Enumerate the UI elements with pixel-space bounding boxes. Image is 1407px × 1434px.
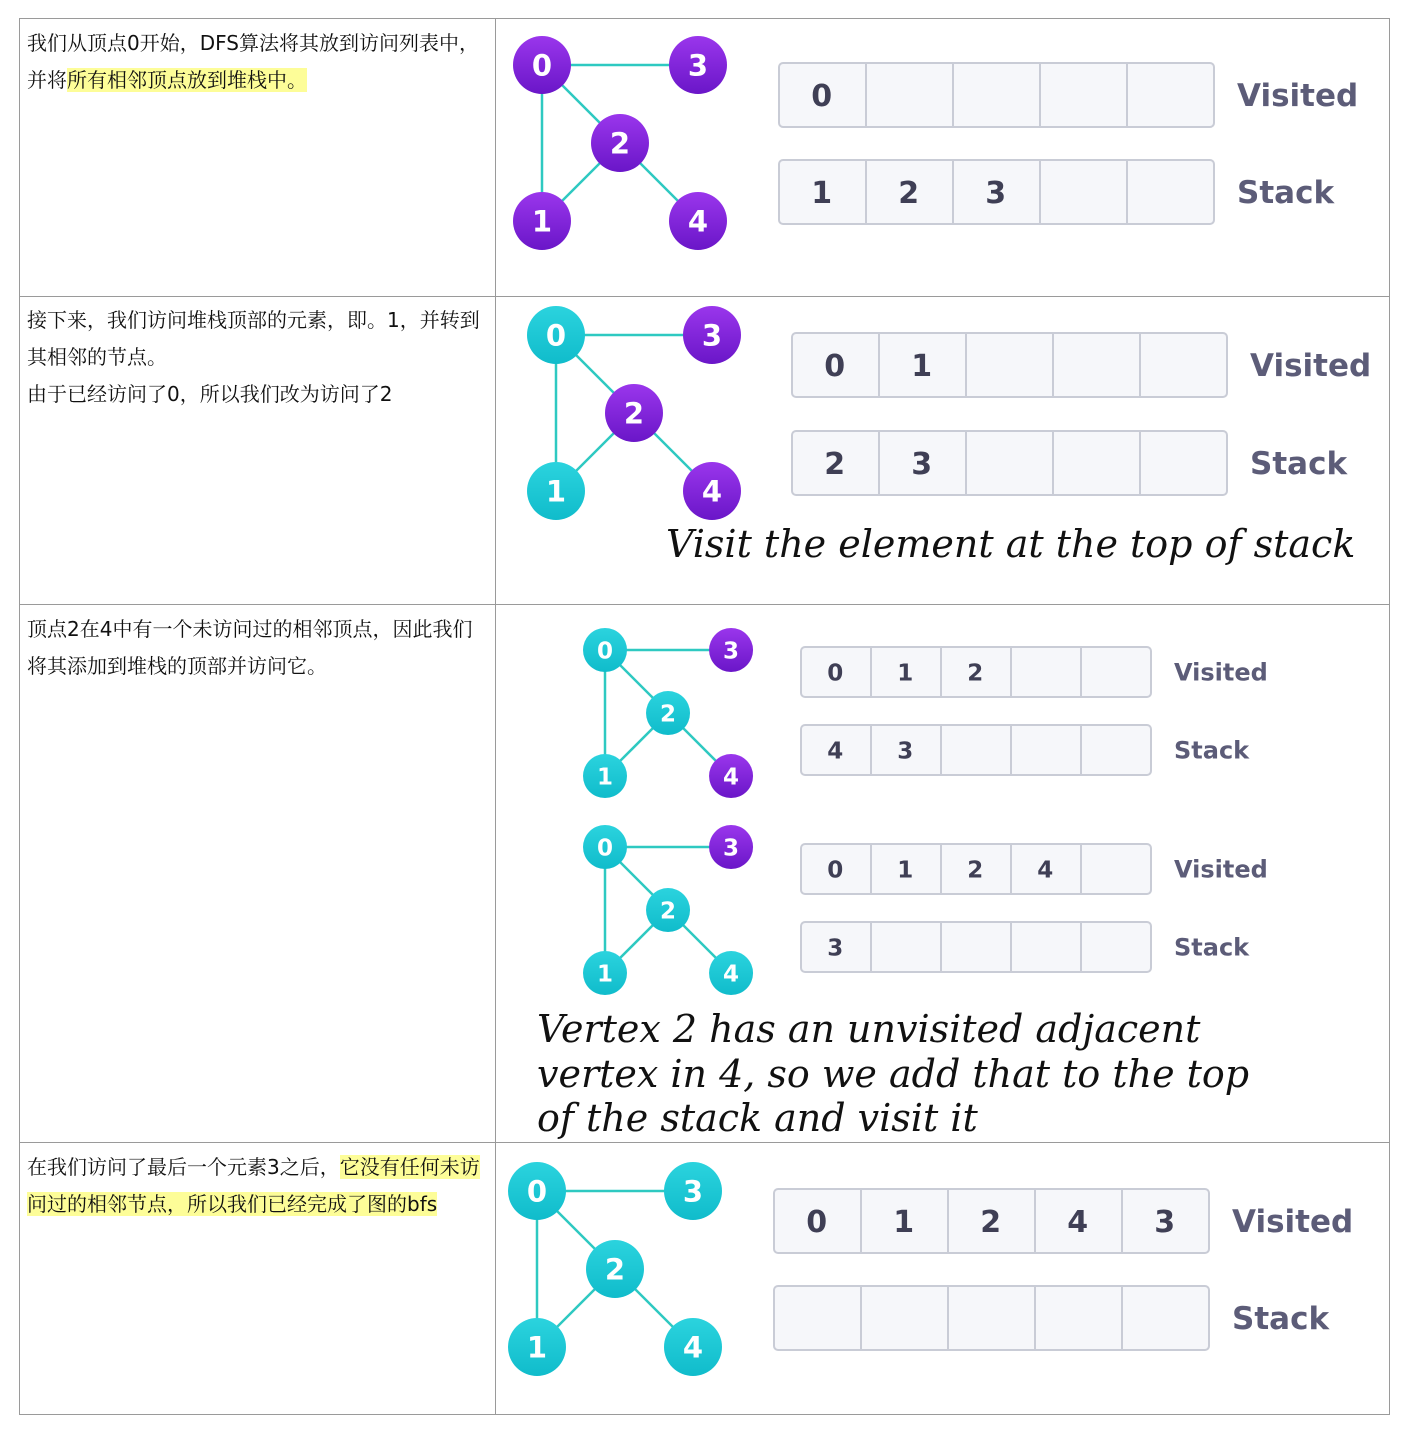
step-1-graph [513,36,727,250]
row-divider-2 [20,604,1389,605]
step-3-frame-1-stack-row-label: Stack [1174,736,1250,765]
step-4-visited-row-cell-value: 0 [806,1204,828,1240]
step-2-stack-row-box [792,431,1227,495]
step-2-stack-row-label: Stack [1250,446,1348,483]
step-1-visited-row-cell-value: 0 [811,78,833,114]
step-1-highlight-text: 所有相邻顶点放到堆栈中。 [67,68,307,92]
step-4-stack-row [774,1286,1330,1350]
step-1-stack-row-cell-value: 3 [985,175,1007,211]
step-3-frame-1-visited-row-cell-value: 2 [967,660,984,687]
step-2-visited-row-label: Visited [1250,348,1372,385]
step-2-illustration [503,301,1387,573]
graph-node-label-2: 2 [623,396,645,431]
step-2-visited-row [792,333,1371,397]
step-3-frame-2-stack-row-box [801,922,1151,972]
graph-node-label-0: 0 [596,835,614,862]
step-3-frame-1-visited-row-cell-value: 1 [897,660,914,687]
step-3-frame-2-visited-row-cell-value: 0 [827,857,844,884]
step-3-frame-1-stack-row [801,725,1250,775]
graph-node-label-2: 2 [609,126,631,161]
graph-node-label-0: 0 [531,48,553,83]
step-4-visited-row-cell-value: 1 [893,1204,915,1240]
graph-node-label-2: 2 [604,1252,626,1287]
graph-node-label-4: 4 [687,204,709,239]
graph-node-label-1: 1 [531,204,553,239]
step-3-caption-line-1: Vertex 2 has an unvisited adjacent [537,1007,1201,1051]
step-2-visited-row-cell-value: 1 [911,348,933,384]
step-2-graph [527,306,741,520]
graph-node-label-0: 0 [526,1174,548,1209]
dfs-steps-table [19,18,1390,1415]
step-2-visited-row-cell-value: 0 [824,348,846,384]
step-3-illustration [503,610,1296,1140]
step-4-graph [508,1162,722,1376]
step-3-frame-1-stack-row-cell-value: 4 [827,738,844,765]
step-4-visited-row-cell-value: 2 [980,1204,1002,1240]
graph-node-label-3: 3 [723,835,740,862]
step-4-highlight-text: 它没有任何未访问过的相邻节点，所以我们已经完成了图的bfs [27,1155,480,1216]
step-4-illustration [503,1148,1354,1383]
step-1-visited-row [779,63,1358,127]
step-1-stack-row-label: Stack [1237,175,1335,212]
step-2-diagram [503,301,1387,573]
graph-node-label-4: 4 [682,1330,704,1365]
step-3-caption-line-3: of the stack and visit it [537,1096,978,1140]
step-4-visited-row [774,1189,1353,1253]
step-3-description [27,611,489,685]
graph-node-label-4: 4 [723,764,740,791]
step-3-frame-1-visited-row-label: Visited [1174,658,1268,687]
step-3-frame-2-graph [583,825,753,995]
step-3-frame-2-visited-row-label: Visited [1174,855,1268,884]
column-divider [495,19,496,1414]
step-2-text-line-1: 接下来，我们访问堆栈顶部的元素，即。1，并转到其相邻的节点。 [27,308,480,369]
step-1-stack-row-cell-value: 2 [898,175,920,211]
graph-node-label-3: 3 [701,318,723,353]
step-3-frame-1-stack-row-box [801,725,1151,775]
step-1-stack-row-cell-value: 1 [811,175,833,211]
step-2-text-line-2: 由于已经访问了0，所以我们改为访问了2 [27,382,393,406]
graph-node-label-1: 1 [596,764,614,791]
step-1-text: 我们从顶点0开始，DFS算法将其放到访问列表中，并将 [27,31,479,92]
graph-node-label-2: 2 [660,898,677,925]
step-4-visited-row-cell-value: 3 [1154,1204,1176,1240]
step-2-stack-row-cell-value: 2 [824,446,846,482]
step-2-stack-row-cell-value: 3 [911,446,933,482]
step-3-frame-1-visited-row-cell-value: 0 [827,660,844,687]
step-2-stack-row [792,431,1348,495]
graph-node-label-1: 1 [596,961,614,988]
step-3-frame-2-stack-row-label: Stack [1174,933,1250,962]
graph-node-label-1: 1 [545,474,567,509]
graph-node-label-3: 3 [687,48,709,83]
step-3-caption-line-2: vertex in 4, so we add that to the top [537,1052,1250,1096]
step-1-illustration [503,24,1359,264]
step-4-diagram [503,1148,1354,1383]
graph-node-label-3: 3 [682,1174,704,1209]
step-1-description [27,25,489,99]
step-3-frame-1-graph [583,628,753,798]
graph-node-label-2: 2 [660,701,677,728]
graph-node-label-4: 4 [701,474,723,509]
step-3-frame-2-stack-row-cell-value: 3 [827,935,844,962]
step-2-caption: Visit the element at the top of stack [666,522,1356,566]
step-4-text: 在我们访问了最后一个元素3之后， [27,1155,340,1179]
step-2-visited-row-box [792,333,1227,397]
step-3-diagram [503,610,1296,1140]
step-1-stack-row [779,160,1335,224]
step-3-frame-2-visited-row-cell-value: 4 [1037,857,1054,884]
step-4-visited-row-cell-value: 4 [1067,1204,1089,1240]
graph-node-label-0: 0 [596,638,614,665]
step-3-frame-2-visited-row-cell-value: 1 [897,857,914,884]
step-3-frame-2-stack-row [801,922,1250,972]
step-3-text-line-1: 顶点2在4中有一个未访问过的相邻顶点，因此我们将其添加到堆栈的顶部并访问它。 [27,617,473,678]
step-1-diagram [503,24,1359,264]
step-3-frame-1-stack-row-cell-value: 3 [897,738,914,765]
step-1-visited-row-box [779,63,1214,127]
step-1-visited-row-label: Visited [1237,78,1359,115]
step-3-frame-2-visited-row [801,844,1268,894]
step-4-stack-row-label: Stack [1232,1301,1330,1338]
step-2-description [27,302,489,413]
graph-node-label-3: 3 [723,638,740,665]
step-3-frame-1-visited-row [801,647,1268,697]
step-3-frame-2-visited-row-cell-value: 2 [967,857,984,884]
step-4-description [27,1149,489,1223]
graph-node-label-4: 4 [723,961,740,988]
row-divider-1 [20,296,1389,297]
step-4-stack-row-box [774,1286,1209,1350]
graph-node-label-0: 0 [545,318,567,353]
step-4-visited-row-label: Visited [1232,1204,1354,1241]
graph-node-label-1: 1 [526,1330,548,1365]
row-divider-3 [20,1142,1389,1143]
